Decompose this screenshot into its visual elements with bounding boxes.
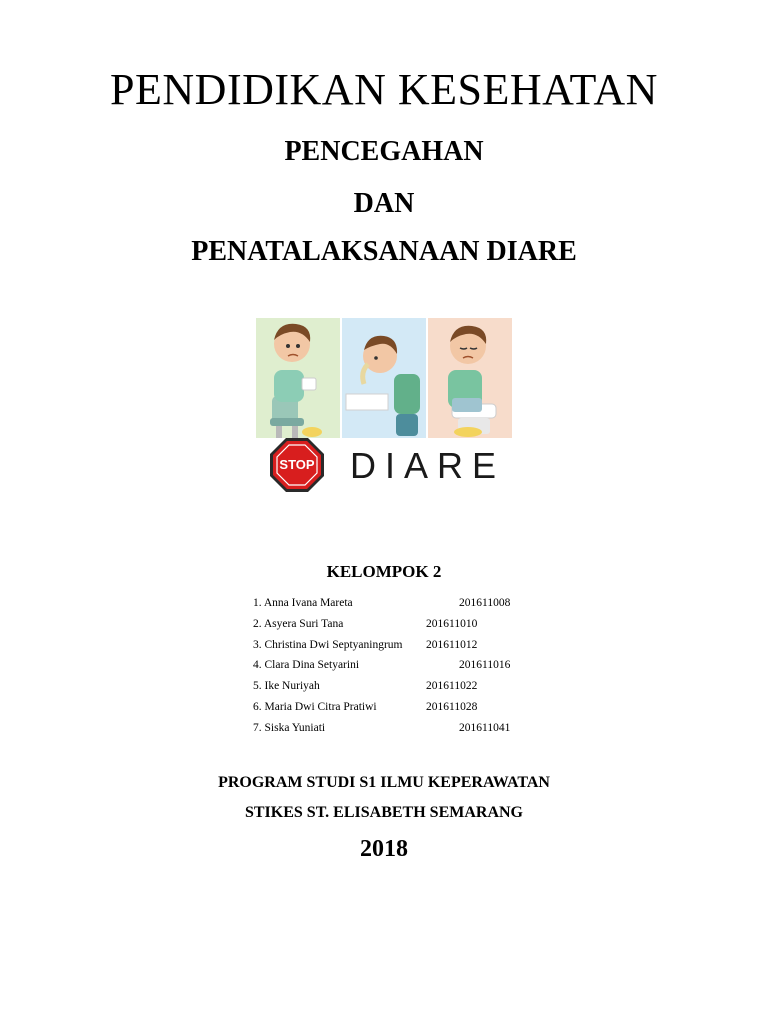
- member-nim: 201611008: [459, 597, 511, 609]
- document-year: 2018: [360, 836, 408, 862]
- diare-banner-label: DIARE: [350, 445, 506, 486]
- member-name: 2. Asyera Suri Tana: [253, 617, 344, 630]
- member-name: 3. Christina Dwi Septyaningrum: [253, 638, 403, 651]
- member-name: 6. Maria Dwi Citra Pratiwi: [253, 700, 377, 713]
- subtitle-line-1: PENCEGAHAN: [284, 136, 484, 167]
- member-nim: 201611010: [426, 617, 478, 630]
- member-list: [253, 597, 553, 743]
- stop-diare-illustration: [256, 318, 512, 494]
- member-name: 4. Clara Dina Setyarini: [253, 659, 360, 672]
- institution-name: STIKES ST. ELISABETH SEMARANG: [244, 804, 523, 821]
- member-name: 1. Anna Ivana Mareta: [253, 597, 353, 609]
- document-title: PENDIDIKAN KESEHATAN: [110, 65, 658, 114]
- list-item: [253, 597, 553, 618]
- member-nim: 201611022: [426, 680, 478, 693]
- list-item: [253, 722, 553, 743]
- list-item: [253, 659, 553, 680]
- subtitle-line-3: PENATALAKSANAAN DIARE: [191, 236, 577, 267]
- list-item: [253, 639, 553, 660]
- list-item: [253, 680, 553, 701]
- stop-sign-label: STOP: [279, 457, 315, 472]
- list-item: [253, 618, 553, 639]
- member-nim: 201611041: [459, 721, 511, 734]
- subtitle-line-2: DAN: [353, 188, 415, 219]
- group-label: KELOMPOK 2: [326, 562, 442, 581]
- member-nim: 201611016: [459, 659, 511, 672]
- member-nim: 201611012: [426, 638, 478, 651]
- program-name: PROGRAM STUDI S1 ILMU KEPERAWATAN: [218, 774, 550, 791]
- member-nim: 201611028: [426, 700, 478, 713]
- member-name: 5. Ike Nuriyah: [253, 680, 320, 693]
- list-item: [253, 701, 553, 722]
- member-name: 7. Siska Yuniati: [253, 721, 326, 734]
